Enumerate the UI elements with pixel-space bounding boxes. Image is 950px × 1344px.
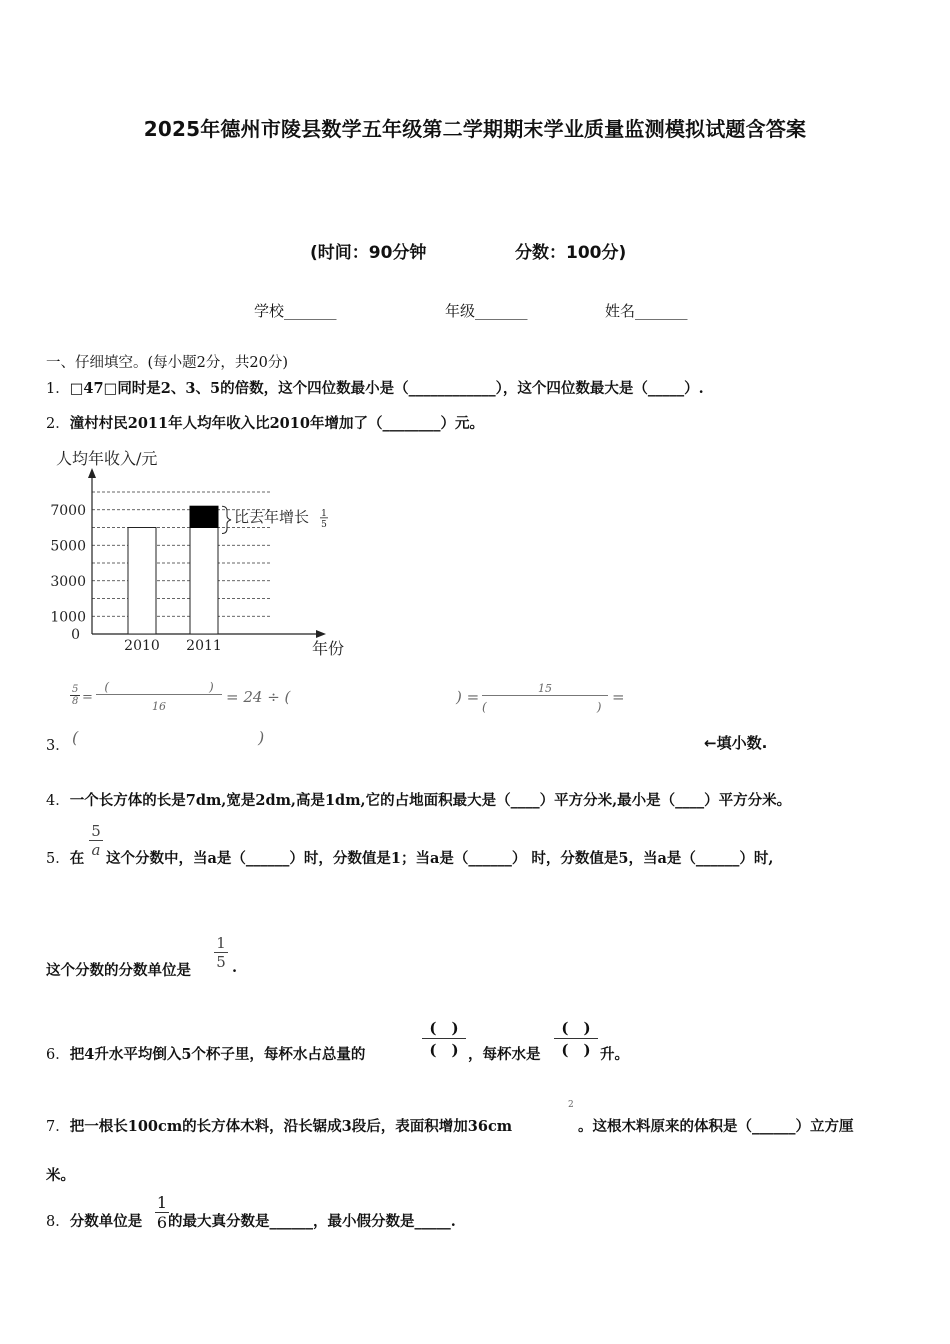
question-8-text-2: 的最大真分数是______，最小假分数是_____. bbox=[168, 1213, 456, 1230]
page-title: 2025年德州市陵县数学五年级第二学期期末学业质量监测模拟试题含答案 bbox=[143, 117, 807, 141]
question-5-text: 这个分数中，当a是（______）时，分数值是1；当a是（______） 时，分数值是5，当a是（______）时, bbox=[106, 850, 774, 867]
school-field: 学校_______ bbox=[254, 302, 337, 320]
y-axis-label: 人均年收入/元 bbox=[56, 449, 158, 468]
question-8 bbox=[46, 1210, 142, 1231]
exam-score: 分数：100分) bbox=[515, 243, 627, 263]
q7-superscript: 2 bbox=[568, 1100, 574, 1110]
question-7-text-2: 。这根木料原来的体积是（______）立方厘 bbox=[578, 1118, 854, 1135]
q3-numerator-15: 15 bbox=[482, 682, 608, 696]
question-1 bbox=[46, 377, 704, 398]
y-tick-label: 5000 bbox=[50, 538, 86, 555]
q3-equals-1: = bbox=[82, 690, 93, 705]
q3-equals-3: = bbox=[612, 688, 625, 706]
income-bar-chart bbox=[50, 444, 345, 664]
q3-paren-right: ) bbox=[258, 728, 265, 747]
q6-fraction-blank-2 bbox=[554, 1017, 598, 1060]
question-number: 1． bbox=[46, 381, 70, 397]
section-heading: 一、仔细填空。(每小题2分，共20分) bbox=[46, 355, 288, 371]
fraction-numerator: 1 bbox=[216, 934, 226, 952]
y-tick-label: 1000 bbox=[50, 609, 86, 626]
paren-close: ) bbox=[209, 680, 214, 694]
question-2 bbox=[46, 412, 484, 433]
q8-fraction-1-6 bbox=[155, 1193, 169, 1232]
question-5-line2: 这个分数的分数单位是 bbox=[46, 962, 191, 979]
q5-fraction-5-a bbox=[89, 822, 103, 859]
bar-2011 bbox=[190, 528, 218, 635]
q3-fill-decimal-hint: ←填小数. bbox=[704, 734, 768, 752]
fraction-denominator: 5 bbox=[214, 952, 228, 971]
x-axis-arrow bbox=[316, 630, 326, 638]
q3-paren-left: ( bbox=[72, 728, 79, 747]
question-text-1: 分数单位是 bbox=[69, 1213, 143, 1230]
fraction-numerator: 5 bbox=[72, 684, 79, 695]
q3-denominator-16: 16 bbox=[152, 700, 166, 713]
question-7 bbox=[46, 1115, 512, 1136]
bar-2010 bbox=[128, 528, 156, 635]
q6-text-3: 升。 bbox=[600, 1046, 629, 1063]
fraction-denominator: a bbox=[89, 840, 103, 859]
fraction-denominator-blank: ( ) bbox=[422, 1038, 466, 1060]
x-tick-label: 2010 bbox=[124, 638, 160, 654]
q6-text-2: ，每杯水是 bbox=[468, 1046, 541, 1063]
q3-blank-denominator bbox=[482, 700, 608, 714]
question-text: 把4升水平均倒入5个杯子里，每杯水占总量的 bbox=[69, 1046, 366, 1063]
q3-close-equals: ) = bbox=[456, 688, 480, 706]
question-6 bbox=[46, 1043, 365, 1064]
question-number: 2． bbox=[46, 416, 70, 432]
fraction-numerator: 5 bbox=[91, 822, 101, 840]
paren-close: ) bbox=[596, 700, 602, 714]
grade-field: 年级_______ bbox=[445, 302, 528, 320]
q3-equals-division: = 24 ÷ ( bbox=[226, 688, 291, 706]
annotation-label: 比去年增长 bbox=[234, 507, 310, 526]
question-number: 5． bbox=[46, 851, 70, 867]
brace bbox=[222, 506, 231, 533]
x-tick-label: 2011 bbox=[186, 638, 222, 654]
question-4 bbox=[46, 789, 791, 810]
fraction-denominator-blank: ( ) bbox=[554, 1038, 598, 1060]
fraction-denominator: 6 bbox=[156, 1213, 168, 1232]
fraction-denominator: 8 bbox=[72, 696, 79, 707]
question-7-line2: 米。 bbox=[46, 1167, 75, 1184]
exam-time: (时间：90分钟 bbox=[310, 243, 427, 263]
annotation-fraction-numerator: 1 bbox=[321, 508, 327, 519]
fraction-numerator: 1 bbox=[156, 1193, 168, 1212]
name-field: 姓名_______ bbox=[605, 302, 688, 320]
question-number: 7． bbox=[46, 1119, 70, 1135]
fraction-numerator-blank: ( ) bbox=[429, 1019, 459, 1037]
y-tick-label: 7000 bbox=[50, 502, 86, 519]
x-axis-label: 年份 bbox=[312, 639, 345, 658]
question-number: 4． bbox=[46, 793, 70, 809]
q5-unit-fraction bbox=[214, 934, 228, 971]
question-number: 8． bbox=[46, 1214, 70, 1230]
question-text: □47□同时是2、3、5的倍数，这个四位数最小是（____________），这个四位数最大是（_____）. bbox=[69, 380, 704, 397]
question-text: 潼村村民2011年人均年收入比2010年增加了（________）元。 bbox=[69, 415, 484, 432]
q3-blank-numerator bbox=[96, 680, 222, 695]
fraction-numerator-blank: ( ) bbox=[561, 1019, 591, 1037]
question-number: 3． bbox=[46, 738, 70, 754]
question-5 bbox=[46, 847, 84, 868]
question-number: 6． bbox=[46, 1047, 70, 1063]
y-axis-arrow bbox=[88, 468, 96, 478]
paren-open: ( bbox=[104, 680, 109, 694]
question-text: 一个长方体的长是7dm,宽是2dm,高是1dm,它的占地面积最大是（____）平方分米,最小是（____）平方分米。 bbox=[69, 792, 792, 809]
question-3 bbox=[46, 734, 70, 755]
q6-fraction-blank-1 bbox=[422, 1017, 466, 1060]
paren-open: ( bbox=[482, 700, 487, 714]
bar-increase-2011 bbox=[190, 506, 218, 527]
question-text-1: 把一根长100cm的长方体木料，沿长锯成3段后，表面积增加36cm bbox=[69, 1118, 513, 1135]
annotation-fraction-denominator: 5 bbox=[321, 519, 327, 530]
y-tick-label: 0 bbox=[71, 627, 80, 643]
y-tick-label: 3000 bbox=[50, 573, 86, 590]
q3-fraction-5-8 bbox=[70, 684, 80, 707]
question-text-pre: 在 bbox=[69, 850, 85, 867]
q5-period: . bbox=[232, 959, 238, 976]
